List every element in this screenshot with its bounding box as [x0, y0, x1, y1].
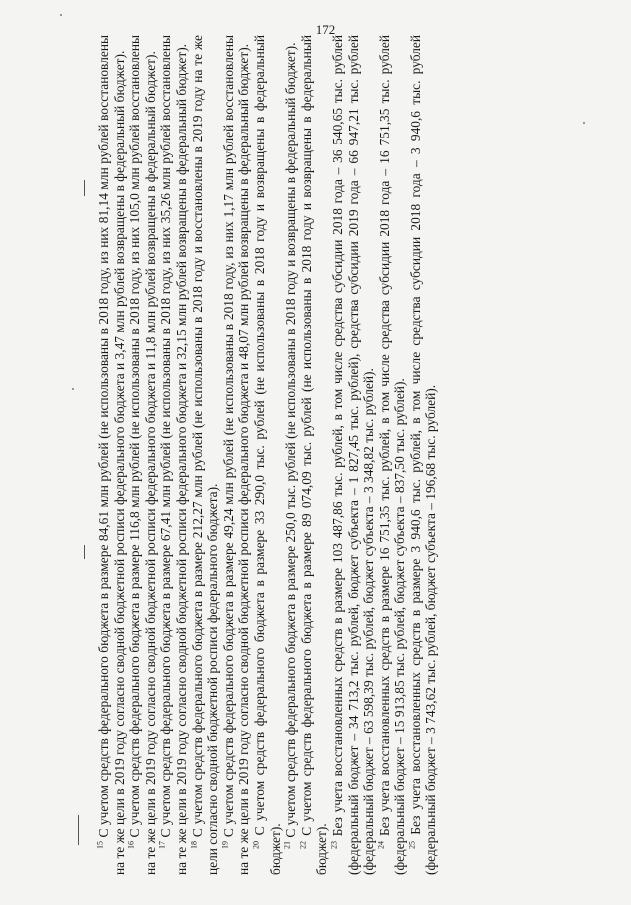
footnote-22: $^{22}$ С учетом средств федерального бюджета в размере 89 074,09 тыс. рублей (не использованы в 2018 году и возвращены в федеральный бюджет). — [298, 35, 330, 875]
scan-dot — [72, 388, 74, 390]
scan-mark — [78, 815, 79, 845]
footnote-20: $^{20}$ С учетом средств федерального бюджета в размере 33 290,0 тыс. рублей (не использованы в 2018 году и возвращены в федеральный бюджет). — [251, 35, 283, 875]
page-number: 172 — [315, 22, 336, 37]
footnote-23: $^{23}$ Без учета восстановленных средств в размере 103 487,86 тыс. рублей, в том числе средства субсидии 2018 года – 36 540,65 тыс. рублей (федеральный бюджет – 34 713,2 тыс. рублей, бюджет субъекта – 1 827,45 тыс. рублей), средства субсидии 2019 года – 66 947,21 тыс. рублей (федеральный бюджет – 63 598,39 тыс. рублей, бюджет субъекта – 3 348,82 тыс. рублей). — [329, 35, 377, 875]
scan-mark — [84, 180, 85, 196]
scan-dot — [60, 14, 62, 16]
footnote-18: $^{18}$ С учетом средств федерального бюджета в размере 212,27 млн рублей (не использованы в 2018 году и восстановлены в 2019 году на те же цели согласно сводной бюджетной росписи федерального бюджета). — [189, 35, 221, 875]
footnote-17: $^{17}$ С учетом средств федерального бюджета в размере 67,41 млн рублей (не использованы в 2018 году, из них 35,26 млн рублей восстановлены на те же цели в 2019 году согласно сводной бюджетной росписи федерального бюджета и 32,15 млн рублей возвращены в федеральный бюджет). — [157, 35, 189, 875]
footnote-15: $^{15}$ С учетом средств федерального бюджета в размере 84,61 млн рублей (не использованы в 2018 году, из них 81,14 млн рублей восстановлены на те же цели в 2019 году согласно сводной бюджетной росписи федерального бюджета и 3,47 млн рублей возвращены в федеральный бюджет). — [95, 35, 127, 875]
scan-mark — [84, 545, 85, 559]
rotated-footnotes — [96, 35, 439, 875]
footnote-21: $^{21}$ С учетом средств федерального бюджета в размере 250,0 тыс. рублей (не использованы в 2018 году и возвращены в федеральный бюджет). — [282, 42, 299, 849]
footnote-24: $^{24}$ Без учета восстановленных средств в размере 16 751,35 тыс. рублей, в том числе средства субсидии 2018 года – 16 751,35 тыс. рублей (федеральный бюджет – 15 913,85 тыс. рублей, бюджет субъекта – 837,50 тыс. рублей). — [376, 35, 408, 875]
footnote-16: $^{16}$ С учетом средств федерального бюджета в размере 116,8 млн рублей (не использованы в 2018 году, из них 105,0 млн рублей восстановлены на те же цели в 2019 году согласно сводной бюджетной росписи федерального бюджета и 11,8 млн рублей возвращены в федеральный бюджет). — [126, 35, 158, 875]
footnote-25: $^{25}$ Без учета восстановленных средств в размере 3 940,6 тыс. рублей, в том числе средства субсидии 2018 года – 3 940,6 тыс. рублей (федеральный бюджет – 3 743,62 тыс. рублей, бюджет субъекта – 196,68 тыс. рублей). — [407, 35, 439, 875]
footnote-19: $^{19}$ С учетом средств федерального бюджета в размере 49,24 млн рублей (не использованы в 2018 году, из них 1,17 млн рублей восстановлены на те же цели в 2019 году согласно сводной бюджетной росписи федерального бюджета и 48,07 млн рублей возвращены в федеральный бюджет). — [220, 35, 252, 875]
scan-dot — [583, 122, 585, 124]
